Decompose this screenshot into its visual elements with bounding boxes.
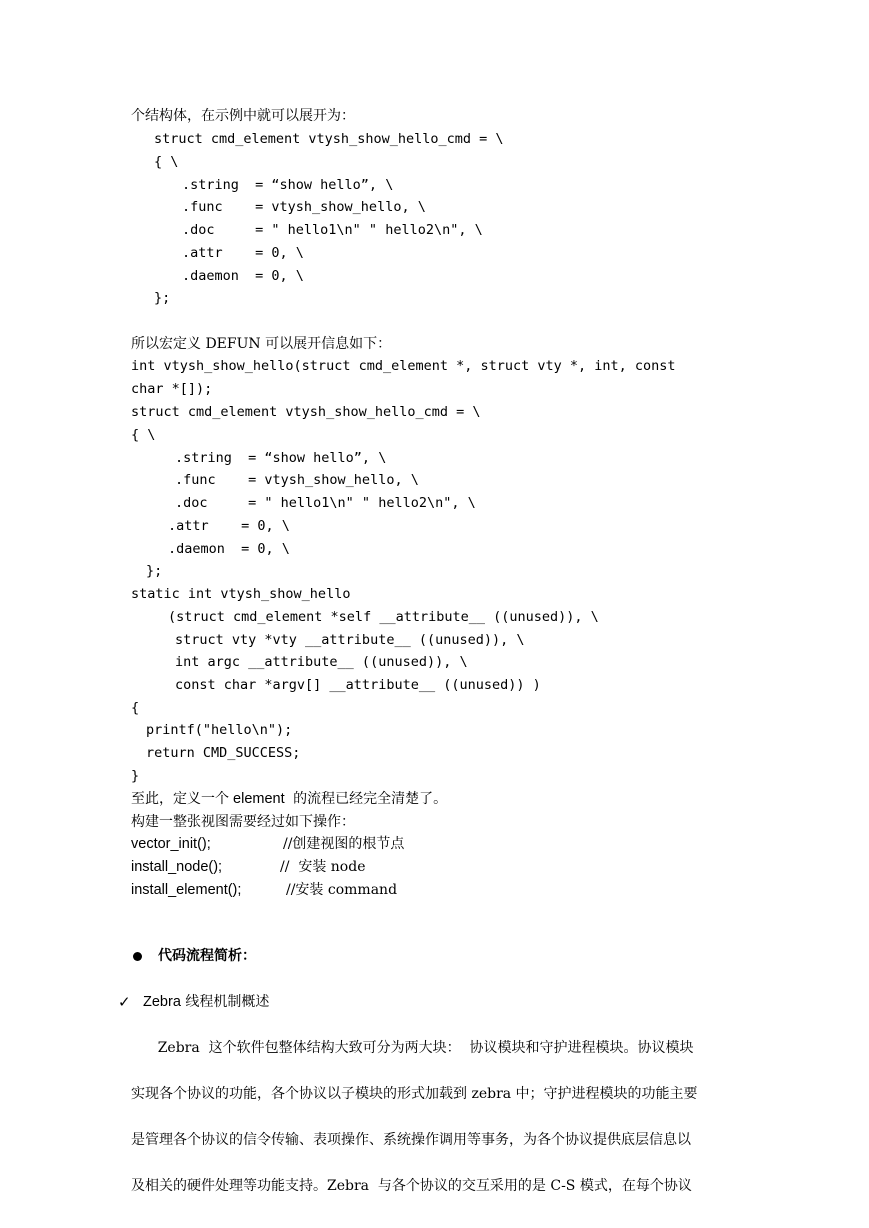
bullet-dot-icon [133,952,142,961]
code-line: { \ [131,427,156,443]
code-line: .string = “show hello”, \ [182,177,394,193]
code-line: .daemon = 0, \ [168,541,290,557]
subsection-heading [143,991,269,1013]
subsection-heading-cn: 线程机制概述 [180,994,270,1010]
code-line: struct cmd_element vtysh_show_hello_cmd = \ [154,131,504,147]
code-line: .string = “show hello”, \ [175,450,387,466]
call-comment: // 安装 node [280,859,366,875]
code-line: .func = vtysh_show_hello, \ [175,472,419,488]
summary-line-2: 构建一整张视图需要经过如下操作： [131,814,355,830]
subsection-heading-en: Zebra [143,994,181,1010]
code-line: int vtysh_show_hello(struct cmd_element *, struct vty *, int, const [131,358,676,374]
code-line: const char *argv[] __attribute__ ((unused)) ) [175,677,541,693]
call-comment: //安装 command [286,882,398,898]
summary-keyword: element [229,791,289,807]
paragraph-line: 是管理各个协议的信令传输、表项操作、系统操作调用等事务，为各个协议提供底层信息以 [131,1132,691,1148]
code-line: { [131,700,140,716]
code-line: .doc = " hello1\n" " hello2\n", \ [175,495,476,511]
intro-text-1: 个结构体，在示例中就可以展开为： [131,108,355,124]
checkmark-icon: ✓ [118,993,131,1011]
code-line: } [131,768,140,784]
paragraph-line: 实现各个协议的功能，各个协议以子模块的形式加载到 zebra 中；守护进程模块的功能主要 [131,1086,698,1102]
code-line: return CMD_SUCCESS; [146,745,301,761]
summary-line-1 [131,788,447,810]
paragraph-line: 及相关的硬件处理等功能支持。Zebra 与各个协议的交互采用的是 C-S 模式，在每个协议 [131,1178,692,1194]
code-line: }; [146,563,163,579]
code-line: char *[]); [131,381,213,397]
code-line: struct cmd_element vtysh_show_hello_cmd = \ [131,404,481,420]
code-line: .func = vtysh_show_hello, \ [182,199,426,215]
code-line: .doc = " hello1\n" " hello2\n", \ [182,222,483,238]
call-name: vector_init(); [131,836,211,852]
code-line: .daemon = 0, \ [182,268,304,284]
call-name: install_element(); [131,882,242,898]
code-line: static int vtysh_show_hello [131,586,351,602]
code-line: int argc __attribute__ ((unused)), \ [175,654,468,670]
code-line: printf("hello\n"); [146,722,293,738]
call-comment: //创建视图的根节点 [283,836,405,852]
code-line: .attr = 0, \ [182,245,304,261]
summary-text: 的流程已经完全清楚了。 [288,791,448,807]
call-name: install_node(); [131,859,223,875]
code-line: struct vty *vty __attribute__ ((unused)), \ [175,632,525,648]
paragraph [131,1014,698,1221]
intro-text-2: 所以宏定义 DEFUN 可以展开信息如下： [131,336,392,352]
code-line: (struct cmd_element *self __attribute__ ((unused)), \ [168,609,599,625]
summary-text: 至此，定义一个 [131,791,229,807]
paragraph-line: Zebra 这个软件包整体结构大致可分为两大块： 协议模块和守护进程模块。协议模块 [131,1040,694,1056]
code-line: }; [154,290,171,306]
section-heading: 代码流程简析： [158,948,256,964]
code-line: .attr = 0, \ [168,518,290,534]
code-line: { \ [154,154,179,170]
